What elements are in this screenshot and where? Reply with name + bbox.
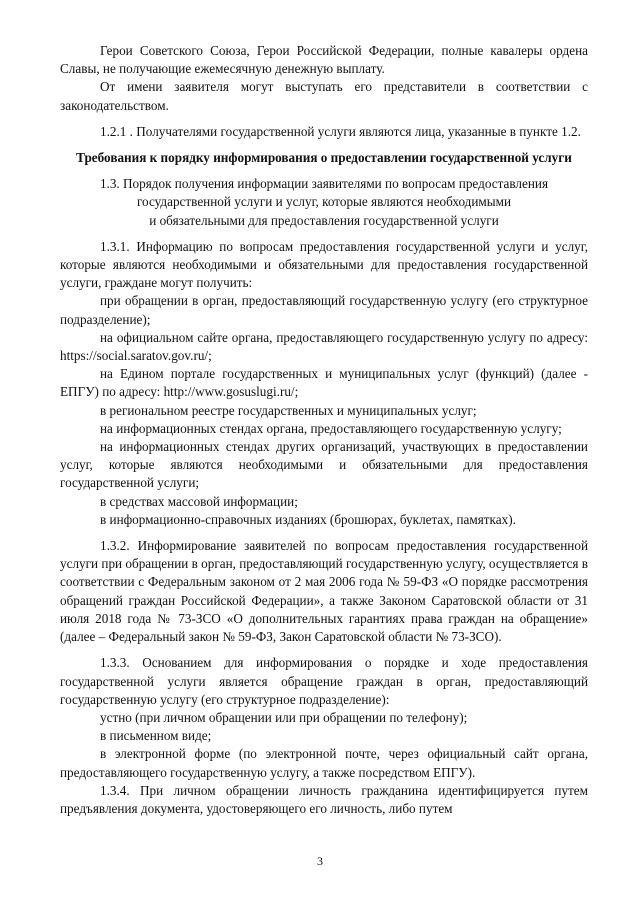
paragraph-heroes: Герои Советского Союза, Герои Российской Федерации, полные кавалеры ордена Славы, не получающие ежемесячную денежную выплату. bbox=[60, 43, 588, 77]
list-item: в электронной форме (по электронной почте, через официальный сайт органа, предоставляющего государственную услугу, а также посредством ЕПГУ). bbox=[60, 746, 588, 780]
list-item: на информационных стендах органа, предоставляющего государственную услугу; bbox=[100, 420, 562, 436]
paragraph-1-3-3: 1.3.3. Основанием для информирования о порядке и ходе предоставления государственной услуги является обращение граждан в орган, предоставляющий государственную услугу (его структурное подразделение): bbox=[60, 655, 588, 707]
paragraph-1-3-4: 1.3.4. При личном обращении личность гражданина идентифицируется путем предъявления документа, удостоверяющего его личность, либо путем bbox=[60, 782, 588, 816]
list-item: в письменном виде; bbox=[100, 728, 212, 744]
paragraph-1-2-1: 1.2.1 . Получателями государственной услуги являются лица, указанные в пункте 1.2. bbox=[100, 123, 581, 139]
list-item: на информационных стендах других организаций, участвующих в предоставлении услуг, которые являются необходимыми и обязательными для предоставления государственной услуги; bbox=[60, 439, 588, 491]
section-heading: Требования к порядку информирования о предоставлении государственной услуги bbox=[76, 150, 572, 166]
page-body bbox=[60, 42, 588, 818]
list-item: устно (при личном обращении или при обращении по телефону); bbox=[100, 709, 468, 725]
subsection-heading-line: 1.3. Порядок получения информации заявителями по вопросам предоставления bbox=[99, 176, 549, 192]
subsection-heading-line: и обязательными для предоставления государственной услуги bbox=[149, 212, 499, 228]
list-item: на официальном сайте органа, предоставляющего государственную услугу по адресу: https://social.saratov.gov.ru/; bbox=[60, 329, 588, 364]
list-item: при обращении в орган, предоставляющий государственную услугу (его структурное подразделение); bbox=[60, 293, 588, 327]
page-number: 3 bbox=[317, 854, 323, 868]
paragraph-1-3-1: 1.3.1. Информацию по вопросам предоставления государственной услуги и услуг, которые являются необходимыми и обязательными для предоставления государственной услуги, граждане могут получить: bbox=[60, 238, 588, 291]
list-item: в региональном реестре государственных и муниципальных услуг; bbox=[100, 402, 477, 418]
paragraph-1-3-2: 1.3.2. Информирование заявителей по вопросам предоставления государственной услуги при обращении в орган, предоставляющий государственную услугу, осуществляется в соответствии с Федеральным законом от 2 мая 2006 года № 59-ФЗ «О порядке рассмотрения обращений граждан Российской Федерации», а также Законом Саратовской области от 31 июля 2018 года № 73-ЗСО «О дополнительных гарантиях права граждан на обращение» (далее – Федеральный закон № 59-ФЗ, Закон Саратовской области № 73-ЗСО). bbox=[60, 538, 588, 645]
list-item: в средствах массовой информации; bbox=[100, 493, 298, 509]
paragraph-representatives: От имени заявителя могут выступать его представители в соответствии с законодательством. bbox=[60, 79, 588, 113]
list-item: на Едином портале государственных и муниципальных услуг (функций) (далее - ЕПГУ) по адресу: http://www.gosuslugi.ru/; bbox=[60, 366, 588, 400]
subsection-heading-line: государственной услуги и услуг, которые являются необходимыми bbox=[136, 194, 512, 210]
list-item: в информационно-справочных изданиях (брошюрах, буклетах, памятках). bbox=[100, 511, 516, 527]
subsection-heading-1-3 bbox=[60, 175, 588, 230]
